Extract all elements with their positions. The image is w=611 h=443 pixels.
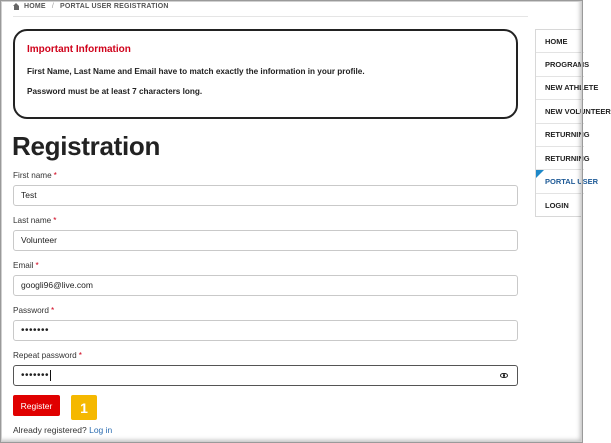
required-marker: *	[35, 261, 39, 270]
sidebar-item-returning-1[interactable]: RETURNING	[536, 124, 584, 147]
email-value: googli96@live.com	[21, 280, 93, 290]
last-name-label-text: Last name	[13, 216, 52, 225]
breadcrumb-current: PORTAL USER REGISTRATION	[59, 3, 169, 10]
first-name-label	[13, 171, 57, 180]
already-registered-label: Already registered?	[13, 425, 87, 435]
sidebar-item-home[interactable]: HOME	[536, 30, 584, 53]
login-link[interactable]: Log in	[89, 425, 113, 435]
divider	[13, 16, 528, 17]
last-name-input[interactable]	[13, 230, 518, 251]
last-name-label	[13, 216, 56, 225]
page-title: Registration	[12, 131, 161, 161]
repeat-password-label	[13, 351, 82, 360]
sidebar-item-portal-user[interactable]: PORTAL USER	[536, 170, 584, 193]
breadcrumb-home[interactable]: HOME	[24, 3, 46, 10]
email-input[interactable]	[13, 275, 518, 296]
sidebar-nav	[535, 29, 611, 217]
password-input[interactable]	[13, 320, 518, 341]
annotation-badge: 1	[71, 395, 97, 420]
first-name-input[interactable]	[13, 185, 518, 206]
email-label-text: Email	[13, 261, 34, 270]
register-button[interactable]: Register	[13, 395, 60, 416]
password-label	[13, 306, 54, 315]
first-name-label-text: First name	[13, 171, 52, 180]
email-label	[13, 261, 39, 270]
breadcrumb	[13, 0, 169, 13]
password-label-text: Password	[13, 306, 49, 315]
repeat-password-label-text: Repeat password	[13, 351, 77, 360]
required-marker: *	[50, 306, 55, 315]
sidebar-item-login[interactable]: LOGIN	[545, 200, 569, 210]
first-name-value: Test	[21, 190, 37, 200]
password-value: •••••••	[21, 325, 50, 336]
last-name-value: Volunteer	[21, 235, 57, 245]
info-line-name-match: First Name, Last Name and Email have to match exactly the information in your profile.	[27, 67, 365, 76]
sidebar-item-returning-2[interactable]: RETURNING	[536, 147, 584, 170]
important-info-box	[13, 29, 518, 119]
already-registered-text	[13, 425, 112, 435]
required-marker: *	[78, 351, 82, 360]
sidebar-item-programs[interactable]: PROGRAMS	[536, 53, 584, 76]
required-marker: *	[53, 216, 57, 225]
home-icon	[13, 3, 20, 10]
text-caret	[50, 370, 51, 381]
info-line-password-length: Password must be at least 7 characters long.	[27, 87, 203, 96]
required-marker: *	[53, 171, 57, 180]
info-title: Important Information	[27, 44, 131, 55]
breadcrumb-separator: /	[51, 3, 54, 10]
sidebar-item-new-athlete[interactable]: NEW ATHLETE	[536, 77, 584, 100]
repeat-password-input[interactable]	[13, 365, 518, 386]
show-password-eye-icon[interactable]	[500, 373, 508, 378]
sidebar-item-new-volunteer[interactable]: NEW VOLUNTEER	[536, 100, 584, 123]
repeat-password-value: •••••••	[21, 370, 50, 381]
